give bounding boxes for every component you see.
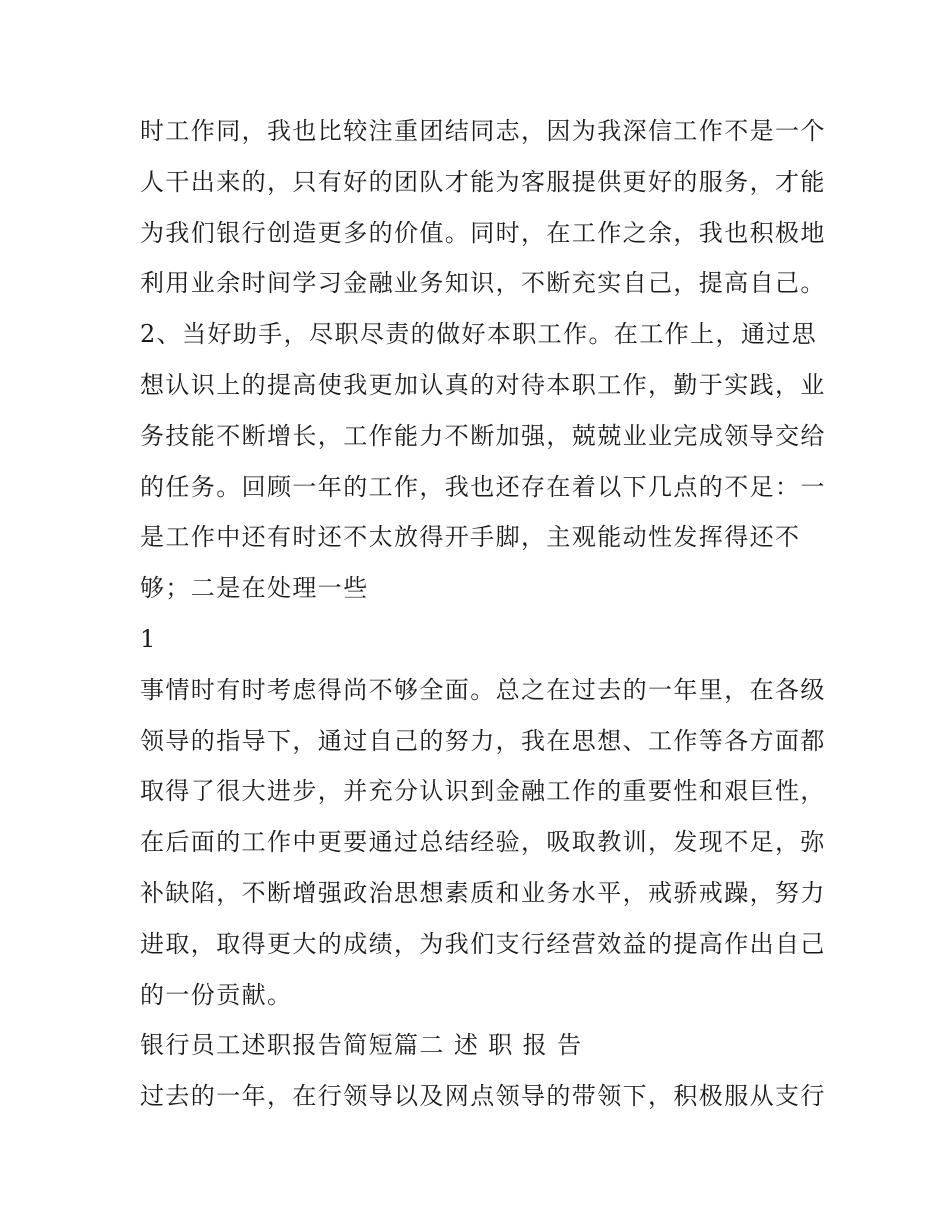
text-line: 时工作同，我也比较注重团结同志，因为我深信工作不是一个: [140, 117, 826, 145]
text-line: 进取，取得更大的成绩，为我们支行经营效益的提高作出自己: [140, 929, 826, 958]
page-number: 1: [140, 624, 157, 653]
text-line: 想认识上的提高使我更加认真的对待本职工作，勤于实践，业: [140, 370, 826, 399]
text-line: 2、当好助手，尽职尽责的做好本职工作。在工作上，通过思: [140, 320, 818, 349]
text-line: 过去的一年，在行领导以及网点领导的带领下，积极服从支行: [140, 1082, 826, 1111]
text-line: 领导的指导下，通过自己的努力，我在思想、工作等各方面都: [140, 726, 826, 755]
text-line: 在后面的工作中更要通过总结经验，吸取教训，发现不足，弥: [140, 828, 826, 857]
section-heading: 银行员工述职报告简短篇二 述 职 报 告: [140, 1031, 583, 1060]
document-body: [140, 106, 826, 1122]
text-line: 人干出来的，只有好的团队才能为客服提供更好的服务，才能: [140, 167, 826, 196]
text-line: 务技能不断增长，工作能力不断加强，兢兢业业完成领导交给: [140, 421, 826, 450]
text-line: 够；二是在处理一些: [140, 574, 369, 603]
text-line: 补缺陷，不断增强政治思想素质和业务水平，戒骄戒躁，努力: [140, 878, 826, 907]
text-line: 为我们银行创造更多的价值。同时，在工作之余，我也积极地: [140, 218, 826, 247]
text-line: 的一份贡献。: [140, 980, 293, 1009]
text-line: 的任务。回顾一年的工作，我也还存在着以下几点的不足：一: [140, 472, 826, 501]
text-line: 事情时有时考虑得尚不够全面。总之在过去的一年里，在各级: [140, 675, 826, 704]
text-line: 利用业余时间学习金融业务知识，不断充实自己，提高自己。: [140, 269, 826, 298]
text-line: 是工作中还有时还不太放得开手脚，主观能动性发挥得还不: [140, 523, 801, 552]
text-line: 取得了很大进步，并充分认识到金融工作的重要性和艰巨性，: [140, 777, 826, 806]
